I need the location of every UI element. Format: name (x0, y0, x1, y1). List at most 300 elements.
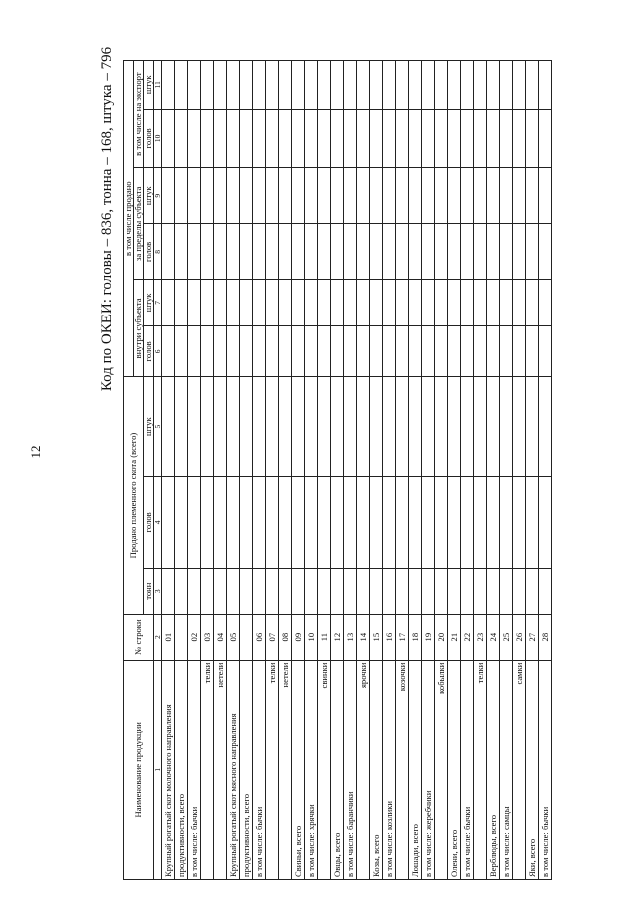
data-cell[interactable] (188, 61, 201, 110)
data-cell[interactable] (500, 476, 513, 568)
data-cell[interactable] (448, 109, 461, 168)
table-row (253, 61, 266, 880)
data-cell[interactable] (461, 568, 474, 614)
data-cell[interactable] (188, 109, 201, 168)
data-cell[interactable] (240, 568, 253, 614)
data-cell[interactable] (305, 224, 318, 280)
unit-golov: голов (144, 109, 154, 168)
table-row (422, 61, 435, 880)
data-cell[interactable] (253, 224, 266, 280)
row-product-name: свинки (318, 660, 331, 879)
data-cell[interactable] (357, 377, 370, 477)
data-cell[interactable] (162, 61, 175, 110)
data-cell[interactable] (435, 168, 448, 224)
data-cell[interactable] (500, 109, 513, 168)
data-cell[interactable] (253, 109, 266, 168)
header-sold-breeding: Продано племенного скота (всего) (124, 377, 144, 614)
data-cell[interactable] (461, 476, 474, 568)
data-cell[interactable] (448, 476, 461, 568)
data-cell[interactable] (526, 476, 539, 568)
data-cell[interactable] (318, 280, 331, 326)
data-cell[interactable] (357, 476, 370, 568)
data-cell[interactable] (422, 280, 435, 326)
data-cell[interactable] (370, 168, 383, 224)
data-cell[interactable] (331, 280, 344, 326)
data-cell[interactable] (409, 326, 422, 377)
row-number: 17 (396, 614, 409, 660)
data-cell[interactable] (383, 109, 396, 168)
data-cell[interactable] (422, 168, 435, 224)
data-cell[interactable] (513, 168, 526, 224)
data-cell[interactable] (253, 476, 266, 568)
data-cell[interactable] (513, 476, 526, 568)
data-cell[interactable] (201, 61, 214, 110)
data-cell[interactable] (448, 326, 461, 377)
data-cell[interactable] (370, 568, 383, 614)
data-cell[interactable] (214, 568, 227, 614)
data-cell[interactable] (188, 168, 201, 224)
data-cell[interactable] (526, 224, 539, 280)
data-cell[interactable] (474, 109, 487, 168)
data-cell[interactable] (279, 377, 292, 477)
data-cell[interactable] (305, 377, 318, 477)
data-cell[interactable] (266, 377, 279, 477)
data-cell[interactable] (162, 377, 175, 477)
data-cell[interactable] (435, 377, 448, 477)
data-cell[interactable] (396, 476, 409, 568)
data-cell[interactable] (188, 377, 201, 477)
data-cell[interactable] (526, 280, 539, 326)
livestock-sales-table (123, 60, 552, 880)
data-cell[interactable] (474, 280, 487, 326)
data-cell[interactable] (539, 568, 552, 614)
table-row (357, 61, 370, 880)
data-cell[interactable] (370, 326, 383, 377)
data-cell[interactable] (175, 109, 188, 168)
data-cell[interactable] (487, 61, 500, 110)
rotated-table-container (123, 60, 550, 880)
data-cell[interactable] (487, 377, 500, 477)
data-cell[interactable] (318, 168, 331, 224)
data-cell[interactable] (162, 280, 175, 326)
data-cell[interactable] (344, 568, 357, 614)
data-cell[interactable] (422, 326, 435, 377)
data-cell[interactable] (266, 326, 279, 377)
data-cell[interactable] (292, 224, 305, 280)
data-cell[interactable] (422, 476, 435, 568)
data-cell[interactable] (409, 109, 422, 168)
data-cell[interactable] (461, 326, 474, 377)
data-cell[interactable] (513, 109, 526, 168)
data-cell[interactable] (305, 326, 318, 377)
data-cell[interactable] (188, 476, 201, 568)
row-number: 27 (526, 614, 539, 660)
data-cell[interactable] (214, 61, 227, 110)
data-cell[interactable] (487, 224, 500, 280)
data-cell[interactable] (292, 476, 305, 568)
data-cell[interactable] (279, 109, 292, 168)
data-cell[interactable] (474, 61, 487, 110)
data-cell[interactable] (513, 280, 526, 326)
data-cell[interactable] (344, 61, 357, 110)
data-cell[interactable] (526, 326, 539, 377)
data-cell[interactable] (435, 109, 448, 168)
data-cell[interactable] (539, 377, 552, 477)
data-cell[interactable] (357, 168, 370, 224)
data-cell[interactable] (435, 568, 448, 614)
row-number: 03 (201, 614, 214, 660)
data-cell[interactable] (318, 61, 331, 110)
data-cell[interactable] (526, 61, 539, 110)
data-cell[interactable] (201, 476, 214, 568)
data-cell[interactable] (266, 568, 279, 614)
data-cell[interactable] (539, 224, 552, 280)
data-cell[interactable] (227, 61, 240, 110)
data-cell[interactable] (448, 568, 461, 614)
column-number: 1 (154, 660, 162, 879)
data-cell[interactable] (448, 224, 461, 280)
data-cell[interactable] (474, 224, 487, 280)
data-cell[interactable] (318, 476, 331, 568)
data-cell[interactable] (448, 61, 461, 110)
data-cell[interactable] (162, 168, 175, 224)
data-cell[interactable] (240, 168, 253, 224)
data-cell[interactable] (409, 568, 422, 614)
data-cell[interactable] (279, 476, 292, 568)
data-cell[interactable] (305, 476, 318, 568)
row-product-name: Козы, всего (370, 660, 383, 879)
data-cell[interactable] (487, 280, 500, 326)
data-cell[interactable] (513, 326, 526, 377)
data-cell[interactable] (292, 326, 305, 377)
data-cell[interactable] (188, 568, 201, 614)
data-cell[interactable] (305, 568, 318, 614)
data-cell[interactable] (383, 568, 396, 614)
data-cell[interactable] (292, 61, 305, 110)
data-cell[interactable] (318, 224, 331, 280)
data-cell[interactable] (240, 109, 253, 168)
data-cell[interactable] (175, 476, 188, 568)
data-cell[interactable] (513, 61, 526, 110)
row-number: 25 (500, 614, 513, 660)
header-product-name: Наименование продукции (124, 660, 154, 879)
data-cell[interactable] (331, 476, 344, 568)
data-cell[interactable] (292, 109, 305, 168)
data-cell[interactable] (240, 280, 253, 326)
data-cell[interactable] (214, 326, 227, 377)
data-cell[interactable] (461, 377, 474, 477)
data-cell[interactable] (487, 476, 500, 568)
data-cell[interactable] (539, 280, 552, 326)
data-cell[interactable] (461, 168, 474, 224)
data-cell[interactable] (409, 377, 422, 477)
row-number: 12 (331, 614, 344, 660)
data-cell[interactable] (487, 326, 500, 377)
data-cell[interactable] (526, 109, 539, 168)
data-cell[interactable] (266, 224, 279, 280)
data-cell[interactable] (227, 224, 240, 280)
data-cell[interactable] (240, 224, 253, 280)
data-cell[interactable] (539, 326, 552, 377)
data-cell[interactable] (305, 280, 318, 326)
data-cell[interactable] (500, 61, 513, 110)
data-cell[interactable] (357, 61, 370, 110)
data-cell[interactable] (370, 224, 383, 280)
data-cell[interactable] (526, 568, 539, 614)
column-number: 5 (154, 377, 162, 477)
data-cell[interactable] (344, 476, 357, 568)
data-cell[interactable] (448, 280, 461, 326)
data-cell[interactable] (292, 377, 305, 477)
data-cell[interactable] (188, 326, 201, 377)
data-cell[interactable] (474, 168, 487, 224)
data-cell[interactable] (331, 168, 344, 224)
data-cell[interactable] (396, 568, 409, 614)
data-cell[interactable] (422, 377, 435, 477)
data-cell[interactable] (175, 377, 188, 477)
data-cell[interactable] (331, 109, 344, 168)
data-cell[interactable] (526, 377, 539, 477)
table-row (175, 61, 188, 880)
data-cell[interactable] (422, 61, 435, 110)
data-cell[interactable] (344, 280, 357, 326)
data-cell[interactable] (344, 224, 357, 280)
data-cell[interactable] (305, 168, 318, 224)
data-cell[interactable] (422, 568, 435, 614)
data-cell[interactable] (344, 377, 357, 477)
table-row (474, 61, 487, 880)
data-cell[interactable] (500, 326, 513, 377)
data-cell[interactable] (201, 280, 214, 326)
data-cell[interactable] (539, 476, 552, 568)
data-cell[interactable] (474, 377, 487, 477)
data-cell[interactable] (383, 224, 396, 280)
data-cell[interactable] (474, 326, 487, 377)
data-cell[interactable] (396, 224, 409, 280)
data-cell[interactable] (227, 109, 240, 168)
data-cell[interactable] (396, 326, 409, 377)
data-cell[interactable] (266, 61, 279, 110)
data-cell[interactable] (500, 377, 513, 477)
table-row (344, 61, 357, 880)
data-cell[interactable] (279, 224, 292, 280)
data-cell[interactable] (240, 61, 253, 110)
data-cell[interactable] (279, 280, 292, 326)
table-row (487, 61, 500, 880)
data-cell[interactable] (539, 61, 552, 110)
data-cell[interactable] (266, 109, 279, 168)
data-cell[interactable] (279, 61, 292, 110)
data-cell[interactable] (474, 568, 487, 614)
data-cell[interactable] (370, 476, 383, 568)
data-cell[interactable] (500, 224, 513, 280)
data-cell[interactable] (500, 280, 513, 326)
data-cell[interactable] (214, 377, 227, 477)
data-cell[interactable] (487, 568, 500, 614)
data-cell[interactable] (227, 568, 240, 614)
data-cell[interactable] (318, 326, 331, 377)
data-cell[interactable] (331, 326, 344, 377)
data-cell[interactable] (279, 326, 292, 377)
data-cell[interactable] (357, 326, 370, 377)
data-cell[interactable] (539, 168, 552, 224)
data-cell[interactable] (383, 61, 396, 110)
data-cell[interactable] (175, 280, 188, 326)
data-cell[interactable] (448, 377, 461, 477)
data-cell[interactable] (331, 224, 344, 280)
data-cell[interactable] (461, 109, 474, 168)
data-cell[interactable] (370, 61, 383, 110)
data-cell[interactable] (435, 476, 448, 568)
data-cell[interactable] (331, 377, 344, 477)
data-cell[interactable] (409, 476, 422, 568)
data-cell[interactable] (175, 224, 188, 280)
data-cell[interactable] (266, 168, 279, 224)
data-cell[interactable] (305, 109, 318, 168)
data-cell[interactable] (240, 326, 253, 377)
data-cell[interactable] (370, 280, 383, 326)
data-cell[interactable] (396, 61, 409, 110)
data-cell[interactable] (357, 224, 370, 280)
data-cell[interactable] (266, 476, 279, 568)
data-cell[interactable] (318, 109, 331, 168)
data-cell[interactable] (240, 476, 253, 568)
data-cell[interactable] (383, 280, 396, 326)
data-cell[interactable] (253, 168, 266, 224)
row-product-name: в том числе: бычки (539, 660, 552, 879)
data-cell[interactable] (201, 377, 214, 477)
data-cell[interactable] (396, 168, 409, 224)
data-cell[interactable] (344, 109, 357, 168)
data-cell[interactable] (279, 168, 292, 224)
data-cell[interactable] (513, 568, 526, 614)
data-cell[interactable] (227, 280, 240, 326)
data-cell[interactable] (461, 280, 474, 326)
data-cell[interactable] (409, 224, 422, 280)
data-cell[interactable] (487, 109, 500, 168)
data-cell[interactable] (227, 326, 240, 377)
row-number: 08 (279, 614, 292, 660)
data-cell[interactable] (461, 224, 474, 280)
data-cell[interactable] (175, 61, 188, 110)
data-cell[interactable] (214, 476, 227, 568)
data-cell[interactable] (201, 224, 214, 280)
data-cell[interactable] (162, 568, 175, 614)
data-cell[interactable] (331, 61, 344, 110)
data-cell[interactable] (214, 280, 227, 326)
data-cell[interactable] (513, 377, 526, 477)
data-cell[interactable] (461, 61, 474, 110)
data-cell[interactable] (357, 109, 370, 168)
data-cell[interactable] (474, 476, 487, 568)
data-cell[interactable] (253, 568, 266, 614)
data-cell[interactable] (214, 168, 227, 224)
data-cell[interactable] (448, 168, 461, 224)
data-cell[interactable] (409, 280, 422, 326)
data-cell[interactable] (227, 377, 240, 477)
data-cell[interactable] (409, 61, 422, 110)
data-cell[interactable] (292, 280, 305, 326)
data-cell[interactable] (344, 326, 357, 377)
row-product-name: в том числе: козлики (383, 660, 396, 879)
data-cell[interactable] (383, 377, 396, 477)
data-cell[interactable] (396, 377, 409, 477)
data-cell[interactable] (409, 168, 422, 224)
data-cell[interactable] (396, 109, 409, 168)
data-cell[interactable] (292, 568, 305, 614)
data-cell[interactable] (487, 168, 500, 224)
data-cell[interactable] (305, 61, 318, 110)
data-cell[interactable] (253, 280, 266, 326)
data-cell[interactable] (162, 476, 175, 568)
data-cell[interactable] (500, 168, 513, 224)
row-product-name: нетели (279, 660, 292, 879)
data-cell[interactable] (162, 224, 175, 280)
data-cell[interactable] (292, 168, 305, 224)
data-cell[interactable] (435, 61, 448, 110)
data-cell[interactable] (175, 168, 188, 224)
row-product-name: Овцы, всего (331, 660, 344, 879)
data-cell[interactable] (500, 568, 513, 614)
data-cell[interactable] (318, 377, 331, 477)
data-cell[interactable] (227, 168, 240, 224)
data-cell[interactable] (201, 568, 214, 614)
row-product-name: ярочки (357, 660, 370, 879)
data-cell[interactable] (422, 109, 435, 168)
data-cell[interactable] (162, 326, 175, 377)
data-cell[interactable] (201, 109, 214, 168)
data-cell[interactable] (162, 109, 175, 168)
data-cell[interactable] (214, 224, 227, 280)
data-cell[interactable] (526, 168, 539, 224)
data-cell[interactable] (539, 109, 552, 168)
data-cell[interactable] (435, 326, 448, 377)
data-cell[interactable] (435, 224, 448, 280)
table-row (279, 61, 292, 880)
data-cell[interactable] (331, 568, 344, 614)
data-cell[interactable] (370, 109, 383, 168)
data-cell[interactable] (279, 568, 292, 614)
data-cell[interactable] (253, 326, 266, 377)
data-cell[interactable] (370, 377, 383, 477)
data-cell[interactable] (357, 280, 370, 326)
data-cell[interactable] (435, 280, 448, 326)
data-cell[interactable] (383, 326, 396, 377)
data-cell[interactable] (201, 168, 214, 224)
data-cell[interactable] (175, 568, 188, 614)
data-cell[interactable] (357, 568, 370, 614)
data-cell[interactable] (240, 377, 253, 477)
data-cell[interactable] (266, 280, 279, 326)
data-cell[interactable] (383, 168, 396, 224)
data-cell[interactable] (396, 280, 409, 326)
data-cell[interactable] (422, 224, 435, 280)
table-row (318, 61, 331, 880)
data-cell[interactable] (253, 61, 266, 110)
data-cell[interactable] (383, 476, 396, 568)
data-cell[interactable] (188, 224, 201, 280)
table-row (201, 61, 214, 880)
data-cell[interactable] (201, 326, 214, 377)
data-cell[interactable] (318, 568, 331, 614)
data-cell[interactable] (188, 280, 201, 326)
data-cell[interactable] (227, 476, 240, 568)
data-cell[interactable] (214, 109, 227, 168)
data-cell[interactable] (175, 326, 188, 377)
data-cell[interactable] (344, 168, 357, 224)
data-cell[interactable] (253, 377, 266, 477)
data-cell[interactable] (513, 224, 526, 280)
